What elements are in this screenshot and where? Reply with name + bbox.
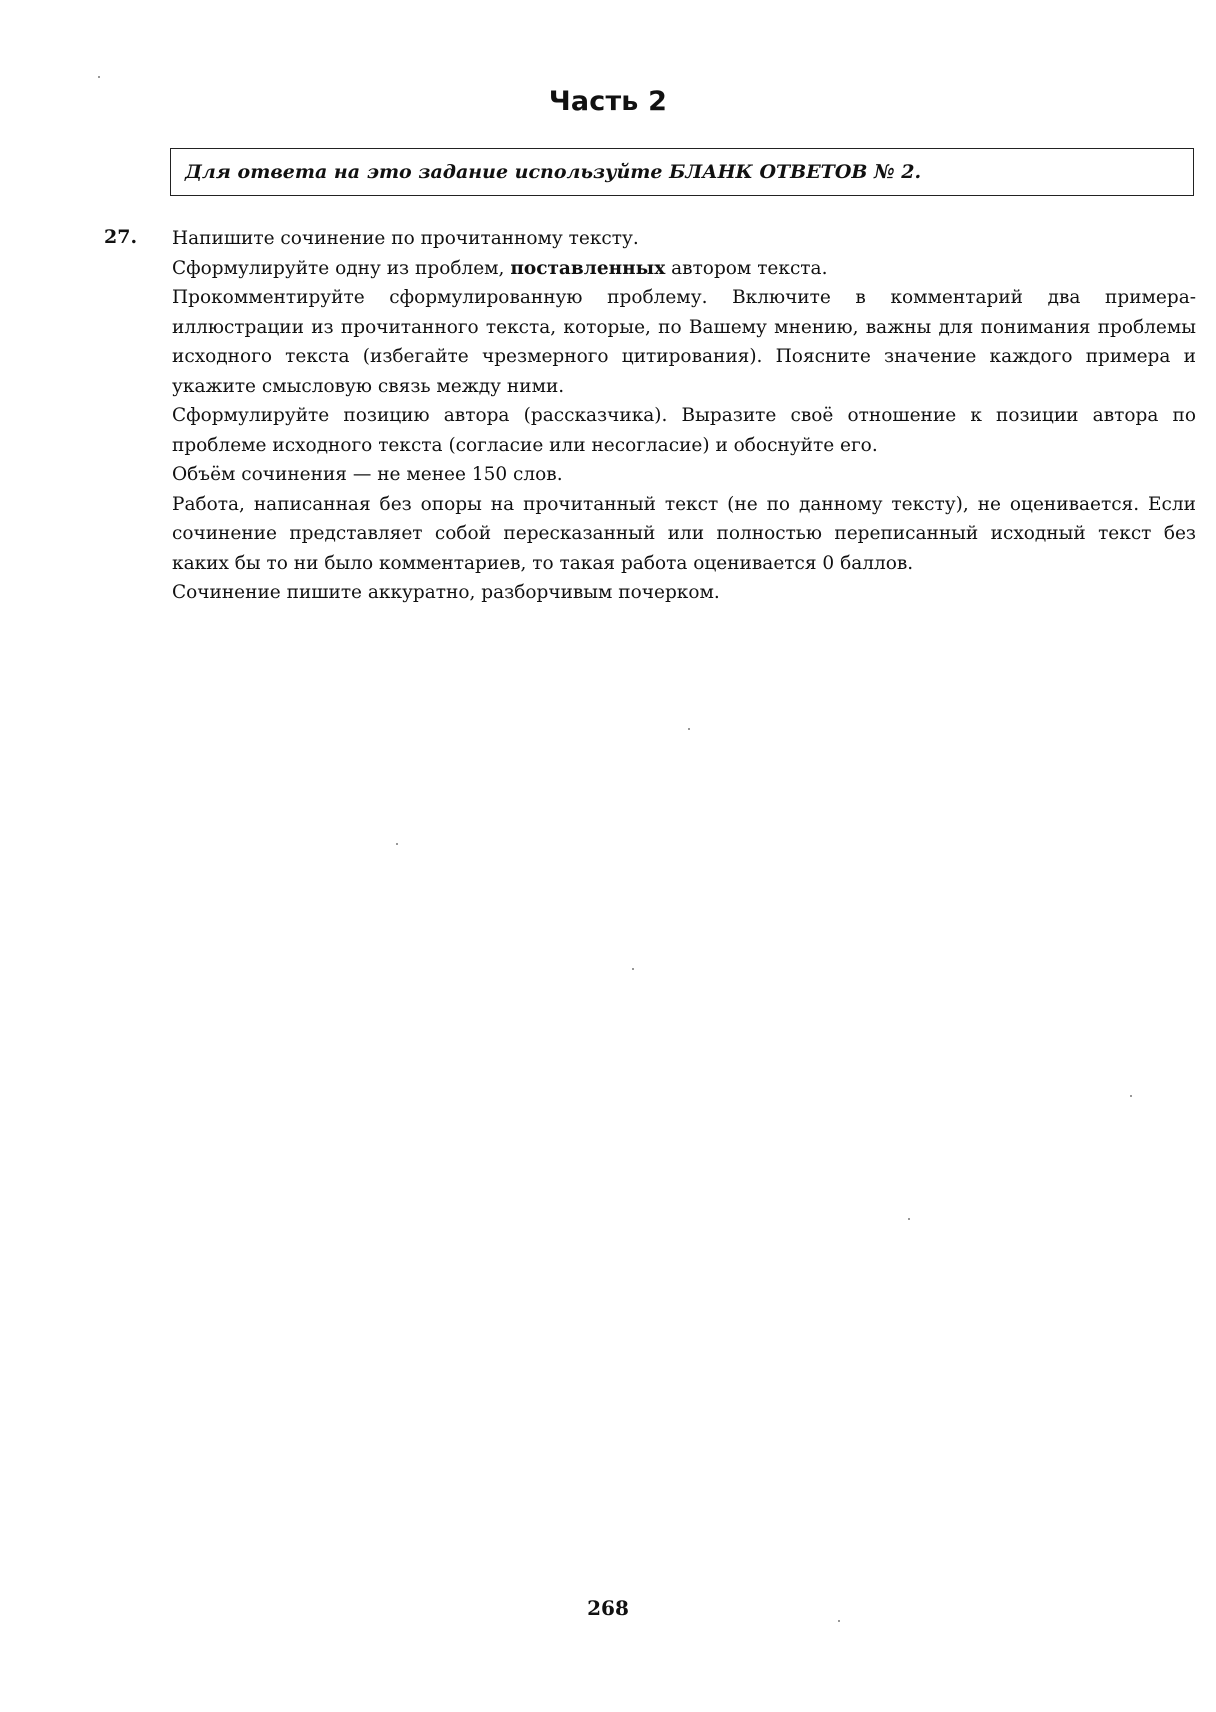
instruction-text: Для ответа на это задание используйте БЛАНК ОТВЕТОВ № 2. (185, 161, 922, 183)
scan-speck (632, 968, 634, 970)
scan-speck (838, 1620, 840, 1622)
task-line-2-start: Сформулируйте одну из проблем, (172, 257, 511, 279)
task-line-1: Напишите сочинение по прочитанному тексту. (172, 228, 639, 249)
scan-speck (688, 728, 690, 730)
task-paragraph-comment: Прокомментируйте сформулированную проблему. Включите в комментарий два примера-иллюстрации из прочитанного текста, которые, по Вашему мнению, важны для понимания проблемы исходного текста (избегайте чрезмерного цитирования). Поясните значение каждого примера и укажите смысловую связь между ними. (172, 287, 1196, 397)
task-paragraph-position: Сформулируйте позицию автора (рассказчика). Выразите своё отношение к позиции автора по проблеме исходного текста (согласие или несогласие) и обоснуйте его. (172, 405, 1196, 456)
scan-speck (396, 843, 398, 845)
task-line-2 (172, 254, 1196, 284)
page-number: 268 (587, 1596, 629, 1620)
task-line-2-bold: поставленных (510, 257, 666, 279)
scan-speck (1130, 1095, 1132, 1097)
scan-speck (98, 76, 100, 78)
task-number: 27. (104, 226, 138, 248)
task-body (172, 224, 1196, 608)
task-line-2-end: автором текста. (665, 257, 828, 279)
task-paragraph-handwriting: Сочинение пишите аккуратно, разборчивым почерком. (172, 582, 720, 603)
task-paragraph-evaluation: Работа, написанная без опоры на прочитанный текст (не по данному тексту), не оценивается. Если сочинение представляет собой пересказанный или полностью переписанный исходный текст без каких бы то ни было комментариев, то такая работа оценивается 0 баллов. (172, 493, 1196, 574)
scan-speck (908, 1218, 910, 1220)
task-paragraph-volume: Объём сочинения — не менее 150 слов. (172, 464, 563, 485)
part-title: Часть 2 (548, 86, 668, 117)
instruction-box (170, 148, 1194, 196)
